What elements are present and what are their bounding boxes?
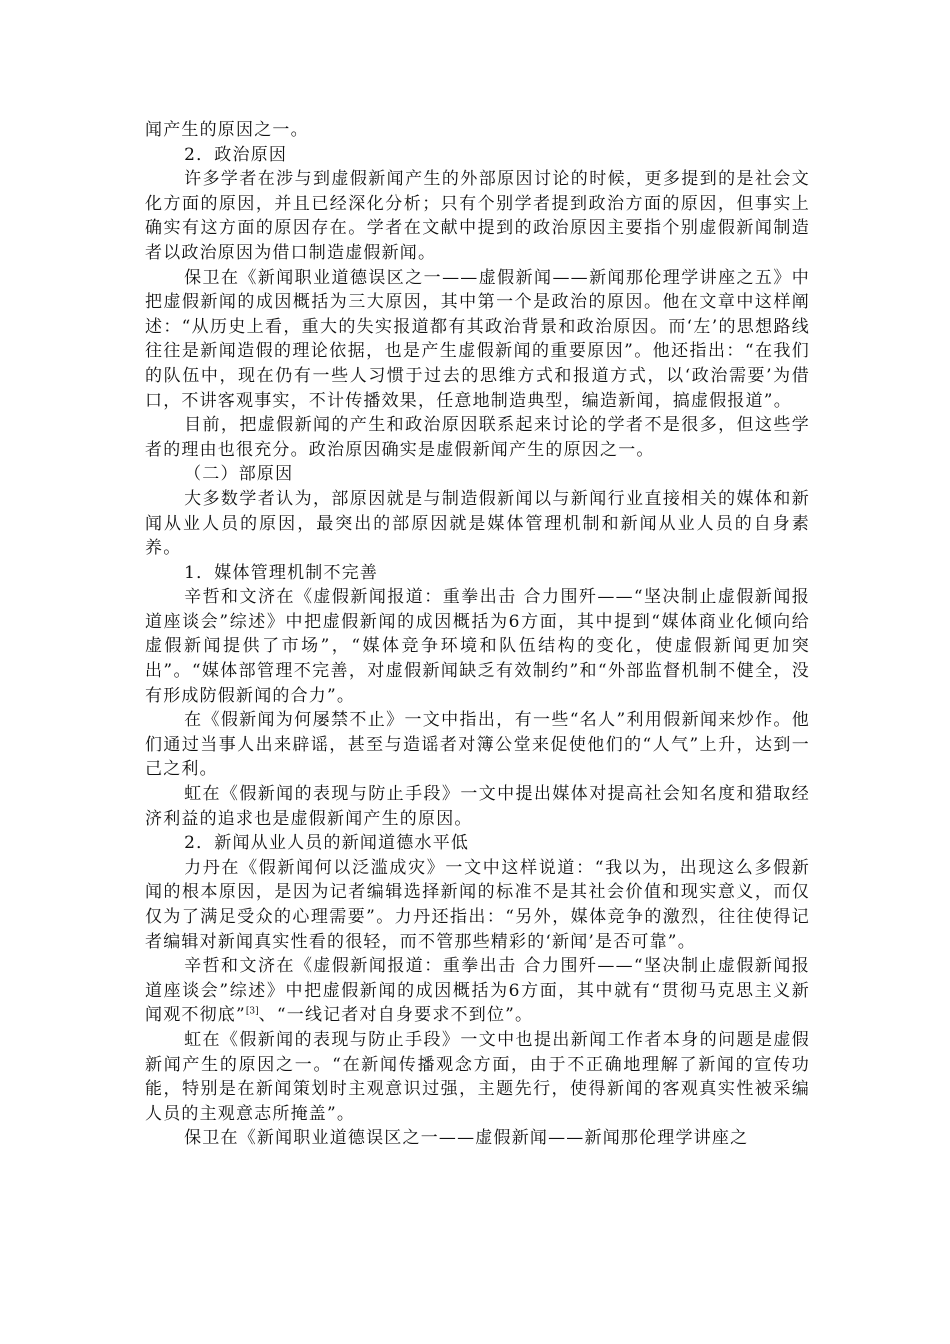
- section-heading-political: 2．政治原因: [184, 144, 288, 165]
- document-body: [145, 118, 810, 1151]
- section-heading-ethics: 2．新闻从业人员的新闻道德水平低: [184, 833, 470, 854]
- paragraph-continuation: 闻产生的原因之一。: [145, 120, 309, 140]
- paragraph: 虹在《假新闻的表现与防止手段》一文中也提出新闻工作者本身的问题是虚假新闻产生的原因之一。“在新闻传播观念方面，由于不正确地理解了新闻的宣传功能，特别是在新闻策划时主观意识过强，主题先行，使得新闻的客观真实性被采编人员的主观意志所掩盖”。: [145, 1029, 810, 1124]
- paragraph: 保卫在《新闻职业道德误区之一——虚假新闻——新闻那伦理学讲座之五》中把虚假新闻的成因概括为三大原因，其中第一个是政治的原因。他在文章中这样阐述：“从历史上看，重大的失实报道都有其政治背景和政治原因。而‘左’的思想路线往往是新闻造假的理论依据，也是产生虚假新闻的重要原因”。他还指出：“在我们的队伍中，现在仍有一些人习惯于过去的思维方式和报道方式，以‘政治需要’为借口，不讲客观事实，不计传播效果，任意地制造典型，编造新闻，搞虚假报道”。: [145, 267, 810, 411]
- citation-marker: [3]: [245, 1006, 259, 1017]
- paragraph: 大多数学者认为，部原因就是与制造假新闻以与新闻行业直接相关的媒体和新闻从业人员的原因，最突出的部原因就是媒体管理机制和新闻从业人员的自身素养。: [145, 488, 810, 559]
- paragraph: 在《假新闻为何屡禁不止》一文中指出，有一些“名人”利用假新闻来炒作。他们通过当事人出来辟谣，甚至与造谣者对簿公堂来促使他们的“人气”上升，达到一己之利。: [145, 710, 810, 780]
- paragraph-with-citation: [145, 954, 810, 1028]
- paragraph: 目前，把虚假新闻的产生和政治原因联系起来讨论的学者不是很多，但这些学者的理由也很充分。政治原因确实是虚假新闻产生的原因之一。: [145, 415, 810, 460]
- paragraph: 辛哲和文济在《虚假新闻报道：重拳出击 合力围歼——“坚决制止虚假新闻报道座谈会”综述》中把虚假新闻的成因概括为6方面，其中提到“媒体商业化倾向给虚假新闻提供了市场”，“媒体竞争环境和队伍结构的变化，使虚假新闻更加突出”。“媒体部管理不完善，对虚假新闻缺乏有效制约”和“外部监督机制不健全，没有形成防假新闻的合力”。: [145, 587, 810, 706]
- paragraph: 力丹在《假新闻何以泛滥成灾》一文中这样说道：“我以为，出现这么多假新闻的根本原因，是因为记者编辑选择新闻的标准不是其社会价值和现实意义，而仅仅为了满足受众的心理需要”。力丹还指出：“另外，媒体竞争的激烈，往往使得记者编辑对新闻真实性看的很轻，而不管那些精彩的‘新闻’是否可靠”。: [145, 857, 810, 952]
- section-heading-internal: （二）部原因: [184, 464, 294, 485]
- paragraph: 许多学者在涉与到虚假新闻产生的外部原因讨论的时候，更多提到的是社会文化方面的原因，并且已经深化分析；只有个别学者提到政治方面的原因，但事实上确实有这方面的原因存在。学者在文献中提到的政治原因主要指个别虚假新闻制造者以政治原因为借口制造虚假新闻。: [145, 169, 810, 263]
- paragraph: 保卫在《新闻职业道德误区之一——虚假新闻——新闻那伦理学讲座之: [184, 1128, 749, 1149]
- section-heading-media-management: 1．媒体管理机制不完善: [184, 562, 379, 583]
- paragraph-text-tail: 、“一线记者对自身要求不到位”。: [258, 1005, 534, 1026]
- paragraph: 虹在《假新闻的表现与防止手段》一文中提出媒体对提高社会知名度和猎取经济利益的追求也是虚假新闻产生的原因。: [145, 784, 810, 829]
- paragraph-text: 辛哲和文济在《虚假新闻报道：重拳出击 合力围歼——“坚决制止虚假新闻报道座谈会”综述》中把虚假新闻的成因概括为6方面，其中就有“贯彻马克思主义新闻观不彻底”: [145, 956, 810, 1026]
